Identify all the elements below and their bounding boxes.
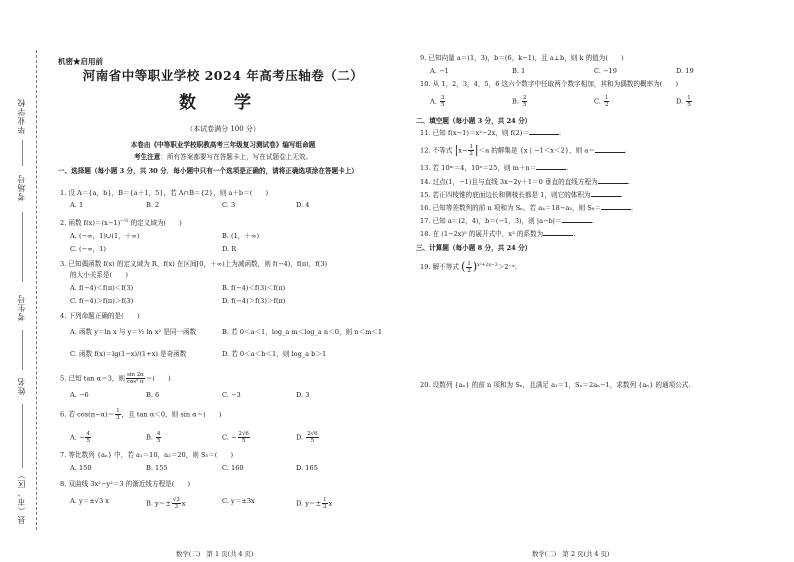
- q6-d-num: 2√6: [307, 431, 318, 437]
- section-calc-text: 三、计算题（每小题 8 分，共 24 分）: [416, 244, 532, 252]
- q1-option-d[interactable]: D. 4: [296, 201, 310, 209]
- q8-b-num: √3: [172, 497, 180, 503]
- field-candidate-no-blank[interactable]: [22, 330, 23, 370]
- question-11: 11. 已知 f(x−1)＝x²−2x，则 f(2)＝ .: [420, 129, 562, 137]
- q5-text: 5. 已知 tan α＝3，则: [60, 374, 126, 383]
- q9-option-c[interactable]: C. −19: [594, 67, 617, 75]
- q7-option-a[interactable]: A. 150: [70, 464, 92, 472]
- q16-text: 16. 已知等差数列的前 n 项和为 Sₙ，若 a₄＝18−a₅，则 S₈＝: [420, 204, 601, 212]
- q8-b-frac: [172, 497, 181, 510]
- q10-a-den: 5: [440, 102, 445, 108]
- q17-answer-blank[interactable]: [562, 216, 592, 223]
- q6-a-label: A. −: [70, 433, 85, 442]
- q2-option-b[interactable]: B. (1，＋∞): [222, 232, 260, 240]
- q10-b-num: 2: [523, 95, 527, 101]
- page-1: [58, 0, 388, 562]
- q12-fraction: $\frac{1}{2}$: [469, 144, 473, 157]
- q10-d-label: D.: [676, 97, 686, 106]
- q7-option-b[interactable]: B. 155: [146, 464, 168, 472]
- question-10: 10. 从 1，2，3，4，5，6 这六个数字中任取两个数字相加，其和为偶数的概率为( ): [420, 80, 679, 88]
- question-1: 1. 设 A＝{a，b}，B＝{a＋1，5}，若 A∩B＝{2}，则 a＋b＝( ): [60, 189, 269, 197]
- q1-option-a[interactable]: A. 1: [70, 201, 84, 209]
- q6-option-a[interactable]: [70, 431, 92, 444]
- q12-text-end: 的解集是 {x | −1＜x＜2}，则 a＝: [491, 146, 595, 155]
- q7-option-c[interactable]: C. 160: [222, 464, 244, 472]
- q6-frac-den: 3: [116, 415, 120, 421]
- section-choice-heading: [58, 165, 358, 175]
- q6-c-label: C. −: [222, 433, 237, 442]
- page-2: [416, 0, 770, 562]
- q7-option-d[interactable]: D. 165: [296, 464, 318, 472]
- q2-option-d[interactable]: D. R: [222, 245, 237, 253]
- q19-paren-open: (: [461, 260, 466, 274]
- q10-c-frac: [604, 95, 609, 108]
- q11-answer-blank[interactable]: [529, 128, 559, 135]
- q2-option-c[interactable]: C. (−∞，1): [70, 245, 106, 253]
- q6-option-c[interactable]: [222, 431, 251, 444]
- q13-answer-blank[interactable]: [536, 163, 566, 170]
- q8-d-num: 1: [323, 497, 327, 503]
- q2-exponent: −½: [120, 219, 129, 224]
- question-7: 7. 等比数列 {aₙ} 中，若 a₁＝10，a₂＝20，则 S₅＝( ): [60, 451, 234, 459]
- field-room-blank[interactable]: [22, 212, 23, 282]
- q5-option-c[interactable]: C. −3: [222, 391, 241, 399]
- q5-fraction: [126, 372, 145, 385]
- full-score-note: （本试卷满分 100 分）: [186, 125, 260, 133]
- candidate-notice: [58, 151, 388, 161]
- question-17: 17. 已知 a＝(2，4)，b＝(−1，3)，则 |a−b|＝ .: [420, 217, 594, 225]
- q17-text: 17. 已知 a＝(2，4)，b＝(−1，3)，则 |a−b|＝: [420, 217, 562, 225]
- q6-text: 6. 若 cos(π−α)＝: [60, 410, 115, 419]
- page-2-footer: 数学(二) 第 2 页(共 4 页): [532, 550, 610, 558]
- q3-option-a[interactable]: A. f(−4)＜f(π)＜f(3): [70, 284, 134, 292]
- notice-label: 考生注意: [133, 153, 161, 161]
- question-6: [60, 408, 222, 421]
- q14-answer-blank[interactable]: [598, 177, 628, 184]
- q6-text-end: ，且 tan α＜0，则 sin α＝( ): [121, 410, 222, 419]
- question-14: 14. 过点(1，−1)且与直线 3x−2y＋1＝0 垂直的直线方程为 .: [420, 178, 630, 186]
- q10-b-frac: [522, 95, 527, 108]
- q4-option-c[interactable]: C. 函数 f(x)＝lg(1−x)/(1+x) 是奇函数: [70, 350, 187, 358]
- q2-text-end: 的定义域为( ): [128, 219, 182, 228]
- q5-frac-num: sin 2α: [127, 372, 144, 378]
- q8-option-b[interactable]: B. y＝± $\frac{√3}{3}$ x: [146, 497, 186, 510]
- section-fill-heading: [416, 115, 531, 125]
- q8-option-c[interactable]: C. y＝±3x: [222, 497, 255, 505]
- q6-a-frac: [85, 431, 90, 444]
- q8-d-label: D. y＝±: [296, 499, 322, 508]
- q6-d-frac: [306, 431, 318, 444]
- exam-title: 河南省中等职业学校 2024 年高考压轴卷（二）: [82, 68, 364, 83]
- q19-text-end: ＞2⁻ˣ.: [497, 263, 517, 272]
- question-15: 15. 若正四棱锥的底面边长和侧棱长都是 1，则它的体积为 .: [420, 191, 623, 199]
- q8-option-d[interactable]: D. y＝± $\frac{1}{3}$ x: [296, 497, 333, 510]
- q6-a-num: 4: [86, 431, 90, 437]
- q8-b-den: 3: [174, 504, 179, 510]
- q2-text: 2. 函数 f(x)＝(x−1): [60, 219, 121, 228]
- q6-frac-num: 1: [116, 408, 120, 414]
- field-county-label: 县（市、区）: [17, 470, 26, 524]
- field-school-blank[interactable]: [22, 140, 23, 166]
- q3-option-c[interactable]: C. f(−4)＞f(π)＞f(3): [70, 297, 134, 305]
- q8-option-a[interactable]: A. y＝±√3 x: [70, 497, 110, 505]
- q15-text: 15. 若正四棱锥的底面边长和侧棱长都是 1，则它的体积为: [420, 191, 591, 199]
- q6-c-frac: [238, 431, 250, 444]
- field-candidate-no-label: 考生号: [17, 294, 26, 322]
- q10-a-num: 3: [440, 95, 445, 101]
- question-8: 8. 双曲线 3x²−y²＝3 的渐近线方程是( ): [60, 480, 191, 488]
- q6-c-num: 2√6: [238, 431, 249, 437]
- q12-abs-bar: |: [454, 143, 459, 157]
- q4-option-b[interactable]: B. 若 0＜a＜1，log_a m＜log_a n＜0，则 n＜m＜1: [222, 328, 383, 336]
- q8-d-den: 3: [323, 504, 327, 510]
- field-name-blank[interactable]: [22, 404, 23, 468]
- q10-c-den: 2: [605, 102, 609, 108]
- field-name-label: 姓名: [17, 377, 26, 395]
- q13-text: 13. 若 10ᵐ＝4，10ⁿ＝25，则 m＋n＝: [420, 164, 537, 172]
- question-3: 3. 已知偶函数 f(x) 的定义域为 R，f(x) 在区间[0，＋∞)上为减函数，则 f(−4)，f(π)，f(3): [60, 260, 328, 268]
- q6-b-frac: [156, 431, 161, 444]
- q12-answer-blank[interactable]: [595, 146, 625, 153]
- q8-b-label: B. y＝±: [146, 499, 171, 508]
- question-2: [60, 218, 182, 227]
- q18-text: 18. 在 (1−2x)⁵ 的展开式中，x³ 的系数为: [420, 230, 544, 238]
- q10-c-num: 1: [605, 95, 609, 101]
- q4-option-a[interactable]: A. 函数 y＝ln x 与 y＝½ ln x² 是同一函数: [70, 328, 197, 336]
- q6-option-d[interactable]: [296, 431, 320, 444]
- q14-text: 14. 过点(1，−1)且与直线 3x−2y＋1＝0 垂直的直线方程为: [420, 178, 598, 186]
- q5-option-a[interactable]: A. −6: [70, 391, 89, 399]
- q6-option-b[interactable]: [146, 431, 162, 444]
- question-12: 12. 不等式 |x− $\frac{1}{2}$ |＜a 的解集是 {x | −1＜x＜2}，则 a＝ .: [420, 143, 627, 157]
- field-school-label: 毕业学校: [17, 98, 26, 134]
- q8-d-frac: [322, 497, 327, 510]
- question-13: 13. 若 10ᵐ＝4，10ⁿ＝25，则 m＋n＝ .: [420, 164, 569, 172]
- q5-frac-den: cos² α: [127, 379, 144, 385]
- section-calc-heading: [416, 242, 531, 252]
- q10-a-frac: [440, 95, 445, 108]
- q16-answer-blank[interactable]: [601, 203, 631, 210]
- q15-answer-blank[interactable]: [591, 190, 621, 197]
- q10-d-den: 5: [687, 102, 691, 108]
- q19-exponent: x²+2x−3: [477, 263, 498, 268]
- subject-title: 数 学: [179, 93, 267, 113]
- q5-text-end: ＝( ): [145, 374, 171, 383]
- q20-answer-area[interactable]: [420, 396, 760, 536]
- q3-option-b[interactable]: B. f(−4)＜f(3)＜f(π): [222, 284, 286, 292]
- q10-d-frac: [686, 95, 691, 108]
- q6-b-label: B.: [146, 433, 156, 442]
- q10-option-d[interactable]: [676, 95, 693, 108]
- q19-answer-area[interactable]: [420, 284, 760, 374]
- q9-option-b[interactable]: B. 1: [512, 67, 526, 75]
- seal-line: [36, 50, 37, 530]
- q10-b-den: 5: [523, 102, 527, 108]
- q2-option-a[interactable]: A. (−∞，1)∪(1，＋∞): [70, 232, 140, 240]
- page-1-footer: 数学(二) 第 1 页(共 4 页): [176, 550, 254, 558]
- question-9: 9. 已知向量 a＝(1，3)，b＝(6，k−1)，且 a⊥b，则 k 的值为( ): [420, 54, 624, 62]
- q19-paren-close: ): [472, 260, 478, 274]
- q6-d-den: 5: [310, 438, 315, 444]
- binding-margin: [0, 0, 48, 562]
- q3-option-d[interactable]: D. f(−4)＞f(3)＞f(π): [222, 297, 286, 305]
- q10-c-label: C.: [594, 97, 604, 106]
- q11-text: 11. 已知 f(x−1)＝x²−2x，则 f(2)＝: [420, 129, 529, 137]
- question-16: 16. 已知等差数列的前 n 项和为 Sₙ，若 a₄＝18−a₅，则 S₈＝ .: [420, 204, 634, 212]
- question-19: [420, 258, 517, 275]
- q19-text: 19. 解不等式: [420, 263, 459, 272]
- question-5: [60, 372, 171, 385]
- q5-option-d[interactable]: D. 3: [296, 391, 310, 399]
- q6-b-den: 5: [157, 438, 161, 444]
- field-room-label: 考场号: [17, 174, 26, 202]
- notice-text: ：所有答案都要写在答题卡上，写在试题卷上无效。: [160, 153, 313, 161]
- q12-text: 12. 不等式: [420, 146, 453, 155]
- q6-b-num: 4: [157, 431, 161, 437]
- q9-option-a[interactable]: A. −1: [430, 67, 449, 75]
- compiler-note: 本卷由《中等职业学校职教高考三年级复习测试卷》编写组命题: [130, 141, 316, 149]
- question-20: 20. 设数列 {aₙ} 的前 n 项和为 Sₙ，且满足 a₁＝1，Sₙ＝2aₙ−1，求数列 {aₙ} 的通项公式.: [420, 381, 691, 389]
- q9-option-d[interactable]: D. 19: [676, 67, 694, 75]
- question-3-cont: 的大小关系是( ): [70, 271, 128, 279]
- q6-fraction: [115, 408, 120, 421]
- q1-option-b[interactable]: B. 2: [146, 201, 160, 209]
- q4-option-d[interactable]: D. 若 0＜a＜b＜1，则 log_a b＞1: [222, 350, 327, 358]
- section-fill-text: 二、填空题（每小题 3 分，共 24 分）: [416, 117, 532, 125]
- q10-a-label: A.: [430, 97, 439, 106]
- section-choice-text: 一、选择题（每小题 3 分，共 30 分．每小题中只有一个选项是正确的，请将正确选项涂在答题卡上）: [58, 167, 358, 175]
- q10-d-num: 1: [687, 95, 691, 101]
- q10-option-a[interactable]: [430, 95, 446, 108]
- q12-abs-bar-end: |: [474, 143, 479, 157]
- q5-option-b[interactable]: B. 6: [146, 391, 160, 399]
- q18-answer-blank[interactable]: [543, 229, 573, 236]
- q19-fraction: $\frac{1}{2}$: [467, 260, 471, 274]
- q10-b-label: B.: [512, 97, 522, 106]
- q1-option-c[interactable]: C. 3: [222, 201, 236, 209]
- q10-option-b[interactable]: [512, 95, 528, 108]
- q6-d-label: D.: [296, 433, 306, 442]
- question-18: 18. 在 (1−2x)⁵ 的展开式中，x³ 的系数为 .: [420, 230, 576, 238]
- q6-a-den: 5: [86, 438, 90, 444]
- confidential-mark: 机密★启用前: [58, 57, 103, 66]
- q10-option-c[interactable]: [594, 95, 610, 108]
- q6-c-den: 5: [241, 438, 246, 444]
- question-4: 4. 下列命题正确的是( ): [60, 312, 140, 320]
